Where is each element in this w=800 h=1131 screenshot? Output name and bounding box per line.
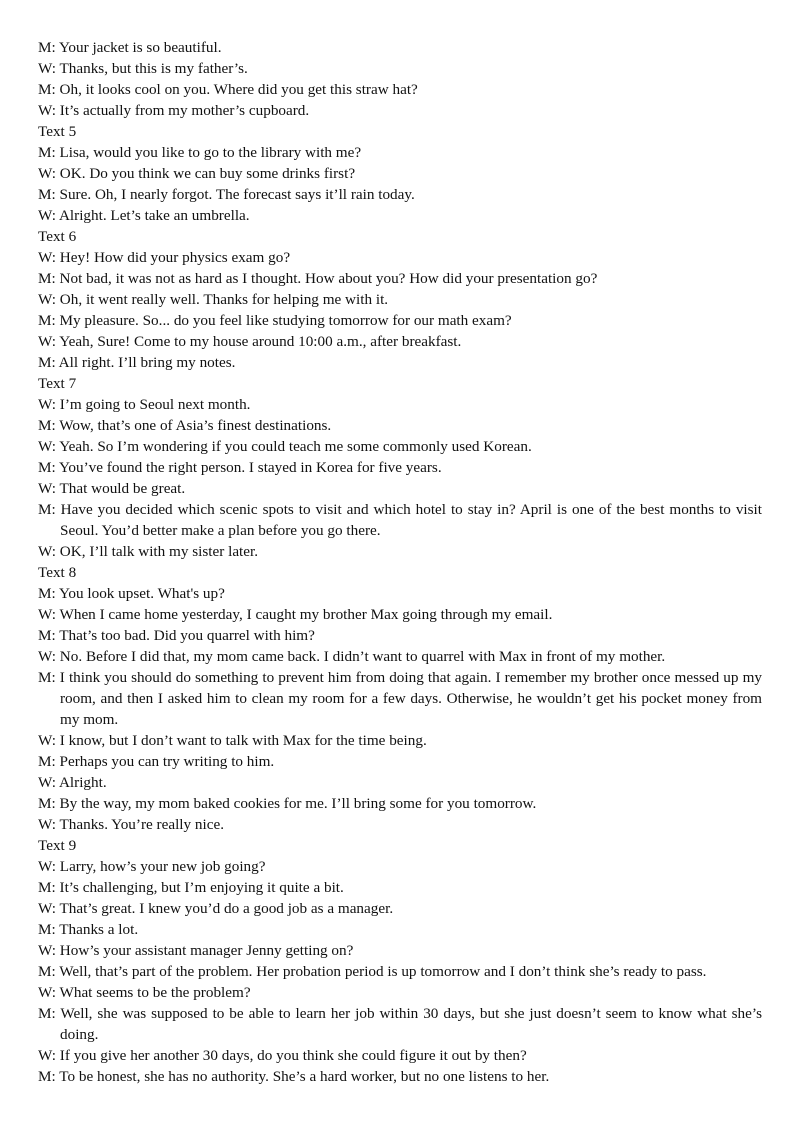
dialog-line: W: If you give her another 30 days, do you think she could figure it out by then?	[38, 1047, 527, 1064]
dialog-line: W: Hey! How did your physics exam go?	[38, 249, 291, 266]
dialog-line: M: Thanks a lot.	[38, 921, 139, 938]
dialog-line: M: You look upset. What's up?	[38, 585, 225, 602]
section-heading: Text 6	[38, 228, 77, 245]
dialog-line: W: Larry, how’s your new job going?	[38, 858, 266, 875]
dialog-line: M: Lisa, would you like to go to the library with me?	[38, 144, 362, 161]
dialog-line: M: Your jacket is so beautiful.	[38, 39, 222, 56]
dialog-line: W: How’s your assistant manager Jenny getting on?	[38, 942, 354, 959]
section-heading: Text 7	[38, 375, 77, 392]
dialog-line: W: Alright.	[38, 774, 107, 791]
dialog-line: W: That’s great. I knew you’d do a good job as a manager.	[38, 900, 394, 917]
dialog-line: W: I’m going to Seoul next month.	[38, 396, 251, 413]
dialog-line: M: My pleasure. So... do you feel like studying tomorrow for our math exam?	[38, 312, 512, 329]
dialog-line: W: Yeah, Sure! Come to my house around 10:00 a.m., after breakfast.	[38, 333, 462, 350]
dialog-line: M: Have you decided which scenic spots to visit and which hotel to stay in? April is one of the best months to visit Seoul. You’d better make a plan before you go there.	[38, 501, 762, 539]
dialog-line: M: Oh, it looks cool on you. Where did you get this straw hat?	[38, 81, 418, 98]
dialog-line: W: That would be great.	[38, 480, 186, 497]
dialog-line: M: Not bad, it was not as hard as I thought. How about you? How did your presentation go?	[38, 270, 598, 287]
dialog-line: W: Oh, it went really well. Thanks for helping me with it.	[38, 291, 389, 308]
dialog-line: M: By the way, my mom baked cookies for me. I’ll bring some for you tomorrow.	[38, 795, 537, 812]
dialog-line: M: Perhaps you can try writing to him.	[38, 753, 275, 770]
transcript-page	[38, 37, 762, 1087]
section-heading: Text 8	[38, 564, 77, 581]
dialog-line: M: Wow, that’s one of Asia’s finest destinations.	[38, 417, 332, 434]
dialog-line: W: OK, I’ll talk with my sister later.	[38, 543, 259, 560]
dialog-line: M: All right. I’ll bring my notes.	[38, 354, 236, 371]
dialog-line: M: That’s too bad. Did you quarrel with him?	[38, 627, 315, 644]
dialog-line: M: Sure. Oh, I nearly forgot. The forecast says it’ll rain today.	[38, 186, 415, 203]
dialog-line: W: When I came home yesterday, I caught my brother Max going through my email.	[38, 606, 553, 623]
dialog-line: M: It’s challenging, but I’m enjoying it quite a bit.	[38, 879, 344, 896]
dialog-line: W: OK. Do you think we can buy some drinks first?	[38, 165, 356, 182]
dialog-line: W: It’s actually from my mother’s cupboard.	[38, 102, 310, 119]
dialog-line: M: To be honest, she has no authority. She’s a hard worker, but no one listens to her.	[38, 1068, 550, 1085]
dialog-line: W: I know, but I don’t want to talk with Max for the time being.	[38, 732, 427, 749]
dialog-line: W: Thanks, but this is my father’s.	[38, 60, 248, 77]
dialog-line: W: Thanks. You’re really nice.	[38, 816, 224, 833]
section-heading: Text 9	[38, 837, 77, 854]
dialog-line: M: I think you should do something to prevent him from doing that again. I remember my brother once messed up my room, and then I asked him to clean my room for a few days. Otherwise, he wouldn’t get his pocket money from my mom.	[38, 669, 762, 728]
dialog-line: M: Well, that’s part of the problem. Her probation period is up tomorrow and I don’t think she’s ready to pass.	[38, 963, 707, 980]
section-heading: Text 5	[38, 123, 77, 140]
dialog-line: W: Yeah. So I’m wondering if you could teach me some commonly used Korean.	[38, 438, 532, 455]
dialog-line: W: What seems to be the problem?	[38, 984, 251, 1001]
dialog-line: M: You’ve found the right person. I stayed in Korea for five years.	[38, 459, 442, 476]
dialog-line: W: No. Before I did that, my mom came back. I didn’t want to quarrel with Max in front of my mother.	[38, 648, 666, 665]
dialog-line: W: Alright. Let’s take an umbrella.	[38, 207, 250, 224]
dialog-line: M: Well, she was supposed to be able to learn her job within 30 days, but she just doesn’t seem to know what she’s doing.	[38, 1005, 762, 1043]
